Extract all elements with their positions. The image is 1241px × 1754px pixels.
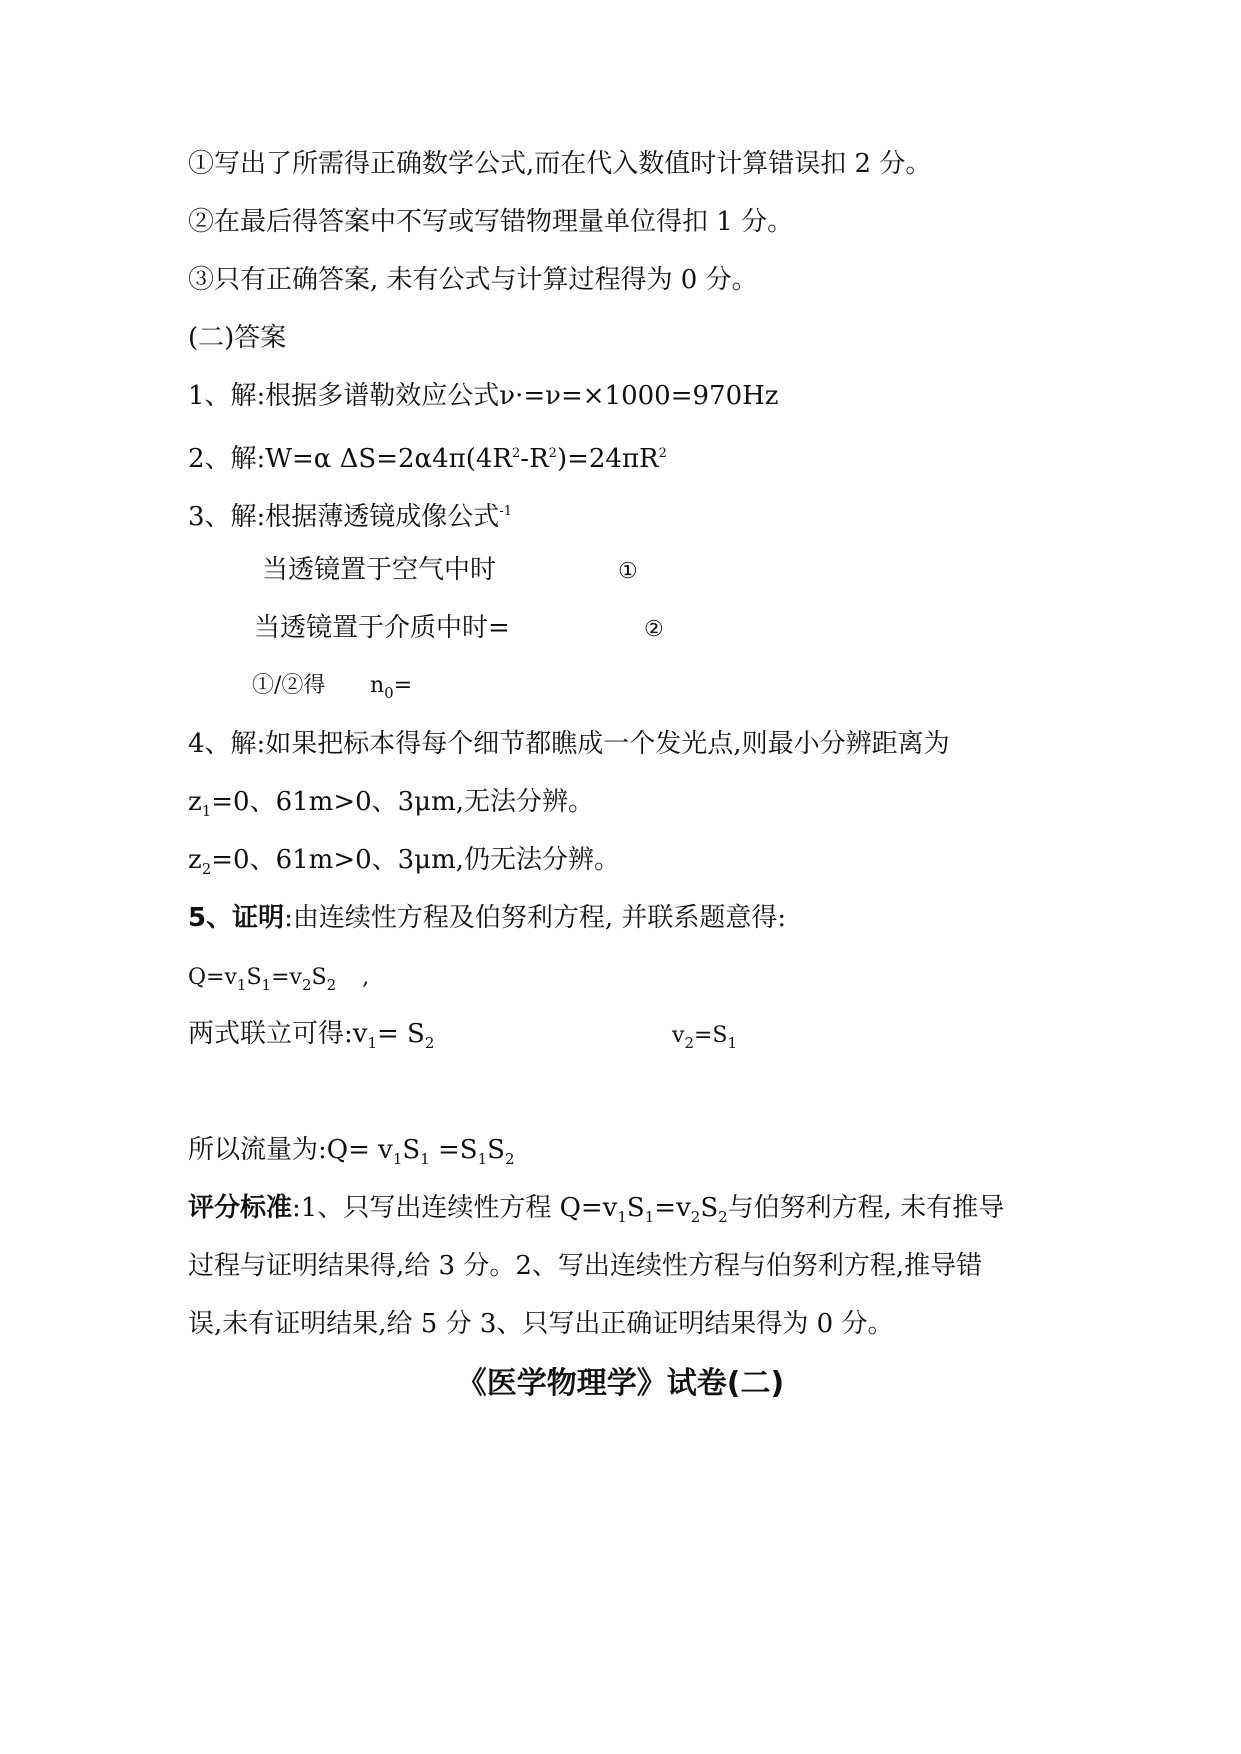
q-eq-part: Q=v xyxy=(188,965,237,990)
answer-3-ratio-label: ①/②得 xyxy=(252,673,326,698)
q-eq-sub: 2 xyxy=(301,976,312,994)
q-eq-sub: 2 xyxy=(326,976,337,994)
q-eq-part: S xyxy=(311,965,327,990)
grading-note-1: ①写出了所需得正确数学公式,而在代入数值时计算错误扣 2 分。 xyxy=(188,149,932,179)
scoring-sub: 1 xyxy=(617,1208,627,1226)
answer-3-prefix: 3、解:根据薄透镜成像公式 xyxy=(188,502,500,532)
scoring-sub: 1 xyxy=(644,1208,655,1226)
answer-4-z2 xyxy=(188,842,620,887)
flow-sub: 1 xyxy=(477,1150,488,1168)
q-eq-sub: 1 xyxy=(236,976,247,994)
answer-2-sup3: 2 xyxy=(658,446,667,461)
answer-3-n-sub: 0 xyxy=(384,684,394,702)
answer-2-mid2: )=24πR xyxy=(556,444,659,474)
grading-note-2: ②在最后得答案中不写或写错物理量单位得扣 1 分。 xyxy=(188,207,794,237)
grading-note-3: ③只有正确答案, 未有公式与计算过程得为 0 分。 xyxy=(188,265,758,295)
flow-prefix: 所以流量为:Q= v xyxy=(188,1135,393,1165)
flow-sub: 2 xyxy=(504,1150,515,1168)
q-eq-comma: , xyxy=(362,965,370,990)
z2-sub: 2 xyxy=(201,860,212,878)
flow-part: =S xyxy=(429,1135,478,1165)
q-eq-part: =v xyxy=(271,965,302,990)
flow-sub: 1 xyxy=(392,1150,403,1168)
z2-var: z xyxy=(188,845,202,875)
answer-4-intro: 4、解:如果把标本得每个细节都瞧成一个发光点,则最小分辨距离为 xyxy=(188,729,950,759)
scoring-sub: 2 xyxy=(690,1208,701,1226)
scoring-label: 评分标准 xyxy=(188,1193,293,1223)
answer-3-medium-line xyxy=(254,610,510,646)
paper-title: 《医学物理学》试卷(二) xyxy=(456,1366,785,1401)
scoring-part: S xyxy=(700,1193,719,1223)
scoring-part: S xyxy=(626,1193,645,1223)
z1-sub: 1 xyxy=(201,802,212,820)
flow-part: S xyxy=(487,1135,505,1165)
combine-prefix: 两式联立可得:v xyxy=(188,1019,368,1049)
answer-5-label: 5、证明 xyxy=(188,903,285,933)
answer-5-combine-right xyxy=(672,1018,737,1061)
equation-marker-2: ② xyxy=(644,617,664,642)
combine-right-sub2: 1 xyxy=(727,1034,738,1052)
answer-2 xyxy=(188,436,667,477)
answer-3-medium-text: 当透镜置于介质中时= xyxy=(254,613,510,643)
combine-mid: = S xyxy=(377,1019,425,1049)
scoring-line-1 xyxy=(188,1190,1004,1235)
answer-5-intro xyxy=(188,900,786,936)
answer-2-sup2: 2 xyxy=(548,446,557,461)
combine-sub: 1 xyxy=(367,1034,377,1052)
answer-5-combine-left xyxy=(188,1016,434,1061)
answer-4-z1 xyxy=(188,784,594,829)
answer-3-sup: -1 xyxy=(499,504,512,519)
answer-5-flow-equation xyxy=(188,960,369,1003)
scoring-text: :1、只写出连续性方程 Q=v xyxy=(292,1193,618,1223)
answer-5-intro-rest: :由连续性方程及伯努利方程, 并联系题意得: xyxy=(284,903,787,933)
flow-part: S xyxy=(402,1135,421,1165)
q-eq-part: S xyxy=(246,965,262,990)
answer-3-intro xyxy=(188,494,512,535)
answer-3-air-text: 当透镜置于空气中时 xyxy=(262,555,497,585)
answer-3-ratio-result xyxy=(370,668,412,711)
scoring-line-3: 误,未有证明结果,给 5 分 3、只写出正确证明结果得为 0 分。 xyxy=(188,1309,894,1339)
answer-3-n-var: n xyxy=(370,673,385,698)
answer-3-n-eq: = xyxy=(393,673,413,698)
z1-var: z xyxy=(188,787,202,817)
answer-2-prefix: 2、解:W=α ΔS=2α4π(4R xyxy=(188,444,512,474)
flow-sub: 1 xyxy=(420,1150,430,1168)
scoring-sub: 2 xyxy=(718,1208,728,1226)
section-heading: (二)答案 xyxy=(188,323,287,353)
answer-5-flow-result xyxy=(188,1132,515,1177)
answer-2-mid: -R xyxy=(520,444,549,474)
z2-rest: =0、61m>0、3μm,仍无法分辨。 xyxy=(211,845,621,875)
scoring-text: 与伯努利方程, 未有推导 xyxy=(727,1193,1005,1223)
combine-right-sub: 2 xyxy=(684,1034,694,1052)
scoring-line-2: 过程与证明结果得,给 3 分。2、写出连续性方程与伯努利方程,推导错 xyxy=(188,1251,983,1281)
combine-sub: 2 xyxy=(424,1034,435,1052)
equation-marker-1: ① xyxy=(618,559,638,584)
scoring-part: =v xyxy=(654,1193,691,1223)
q-eq-sub: 1 xyxy=(261,976,272,994)
answer-2-sup1: 2 xyxy=(512,446,521,461)
answer-1: 1、解:根据多谱勒效应公式ν·=ν=×1000=970Hz xyxy=(188,381,779,411)
z1-rest: =0、61m>0、3μm,无法分辨。 xyxy=(211,787,595,817)
answer-3-air-line xyxy=(262,552,496,588)
combine-right-var: v xyxy=(672,1023,685,1048)
combine-right-mid: =S xyxy=(693,1023,728,1048)
